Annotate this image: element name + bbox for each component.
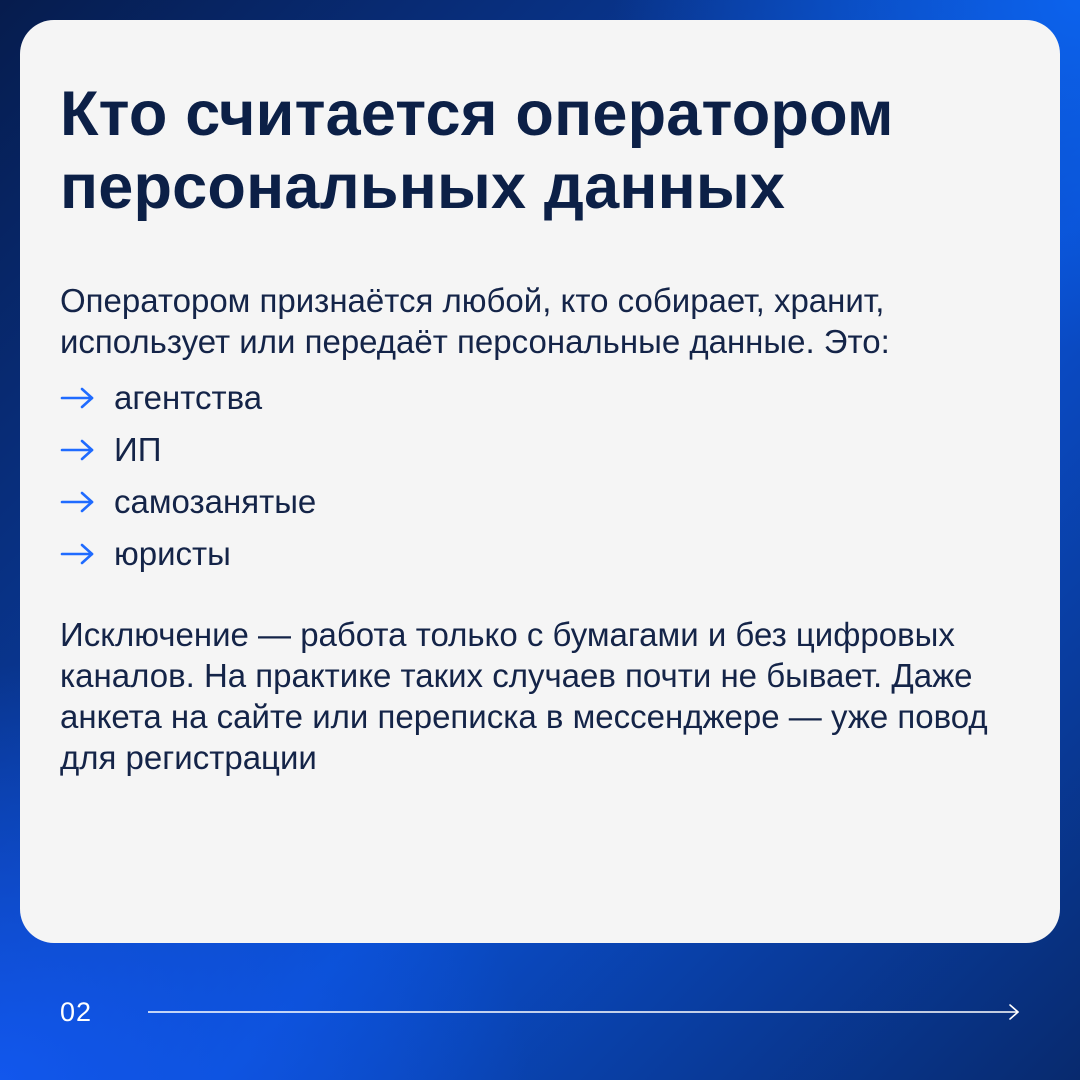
content-card	[20, 20, 1060, 943]
list-item	[60, 372, 1020, 424]
arrow-right-icon	[60, 490, 96, 514]
arrow-right-icon	[60, 386, 96, 410]
intro-paragraph: Оператором признаётся любой, кто собирает, хранит, использует или передаёт персональные данные. Это:	[60, 282, 890, 360]
slide-title: Кто считается оператором персональных данных	[60, 79, 894, 222]
footer	[60, 990, 1020, 1034]
list-item-label: юристы	[114, 535, 231, 572]
arrow-right-icon	[60, 438, 96, 462]
list-item-label: ИП	[114, 431, 162, 468]
page-number: 02	[60, 997, 93, 1027]
list-item	[60, 528, 1020, 580]
list-item-label: самозанятые	[114, 483, 317, 520]
list-item-label: агентства	[114, 379, 263, 416]
list-item	[60, 424, 1020, 476]
exception-note: Исключение — работа только с бумагами и без цифровых каналов. На практике таких случаев почти не бывает. Даже анкета на сайте или переписка в мессенджере — уже повод для регистрации	[60, 616, 988, 776]
list-item	[60, 476, 1020, 528]
arrow-right-icon	[60, 542, 96, 566]
operator-list	[60, 372, 1020, 580]
long-arrow-right-icon[interactable]	[148, 1002, 1022, 1022]
